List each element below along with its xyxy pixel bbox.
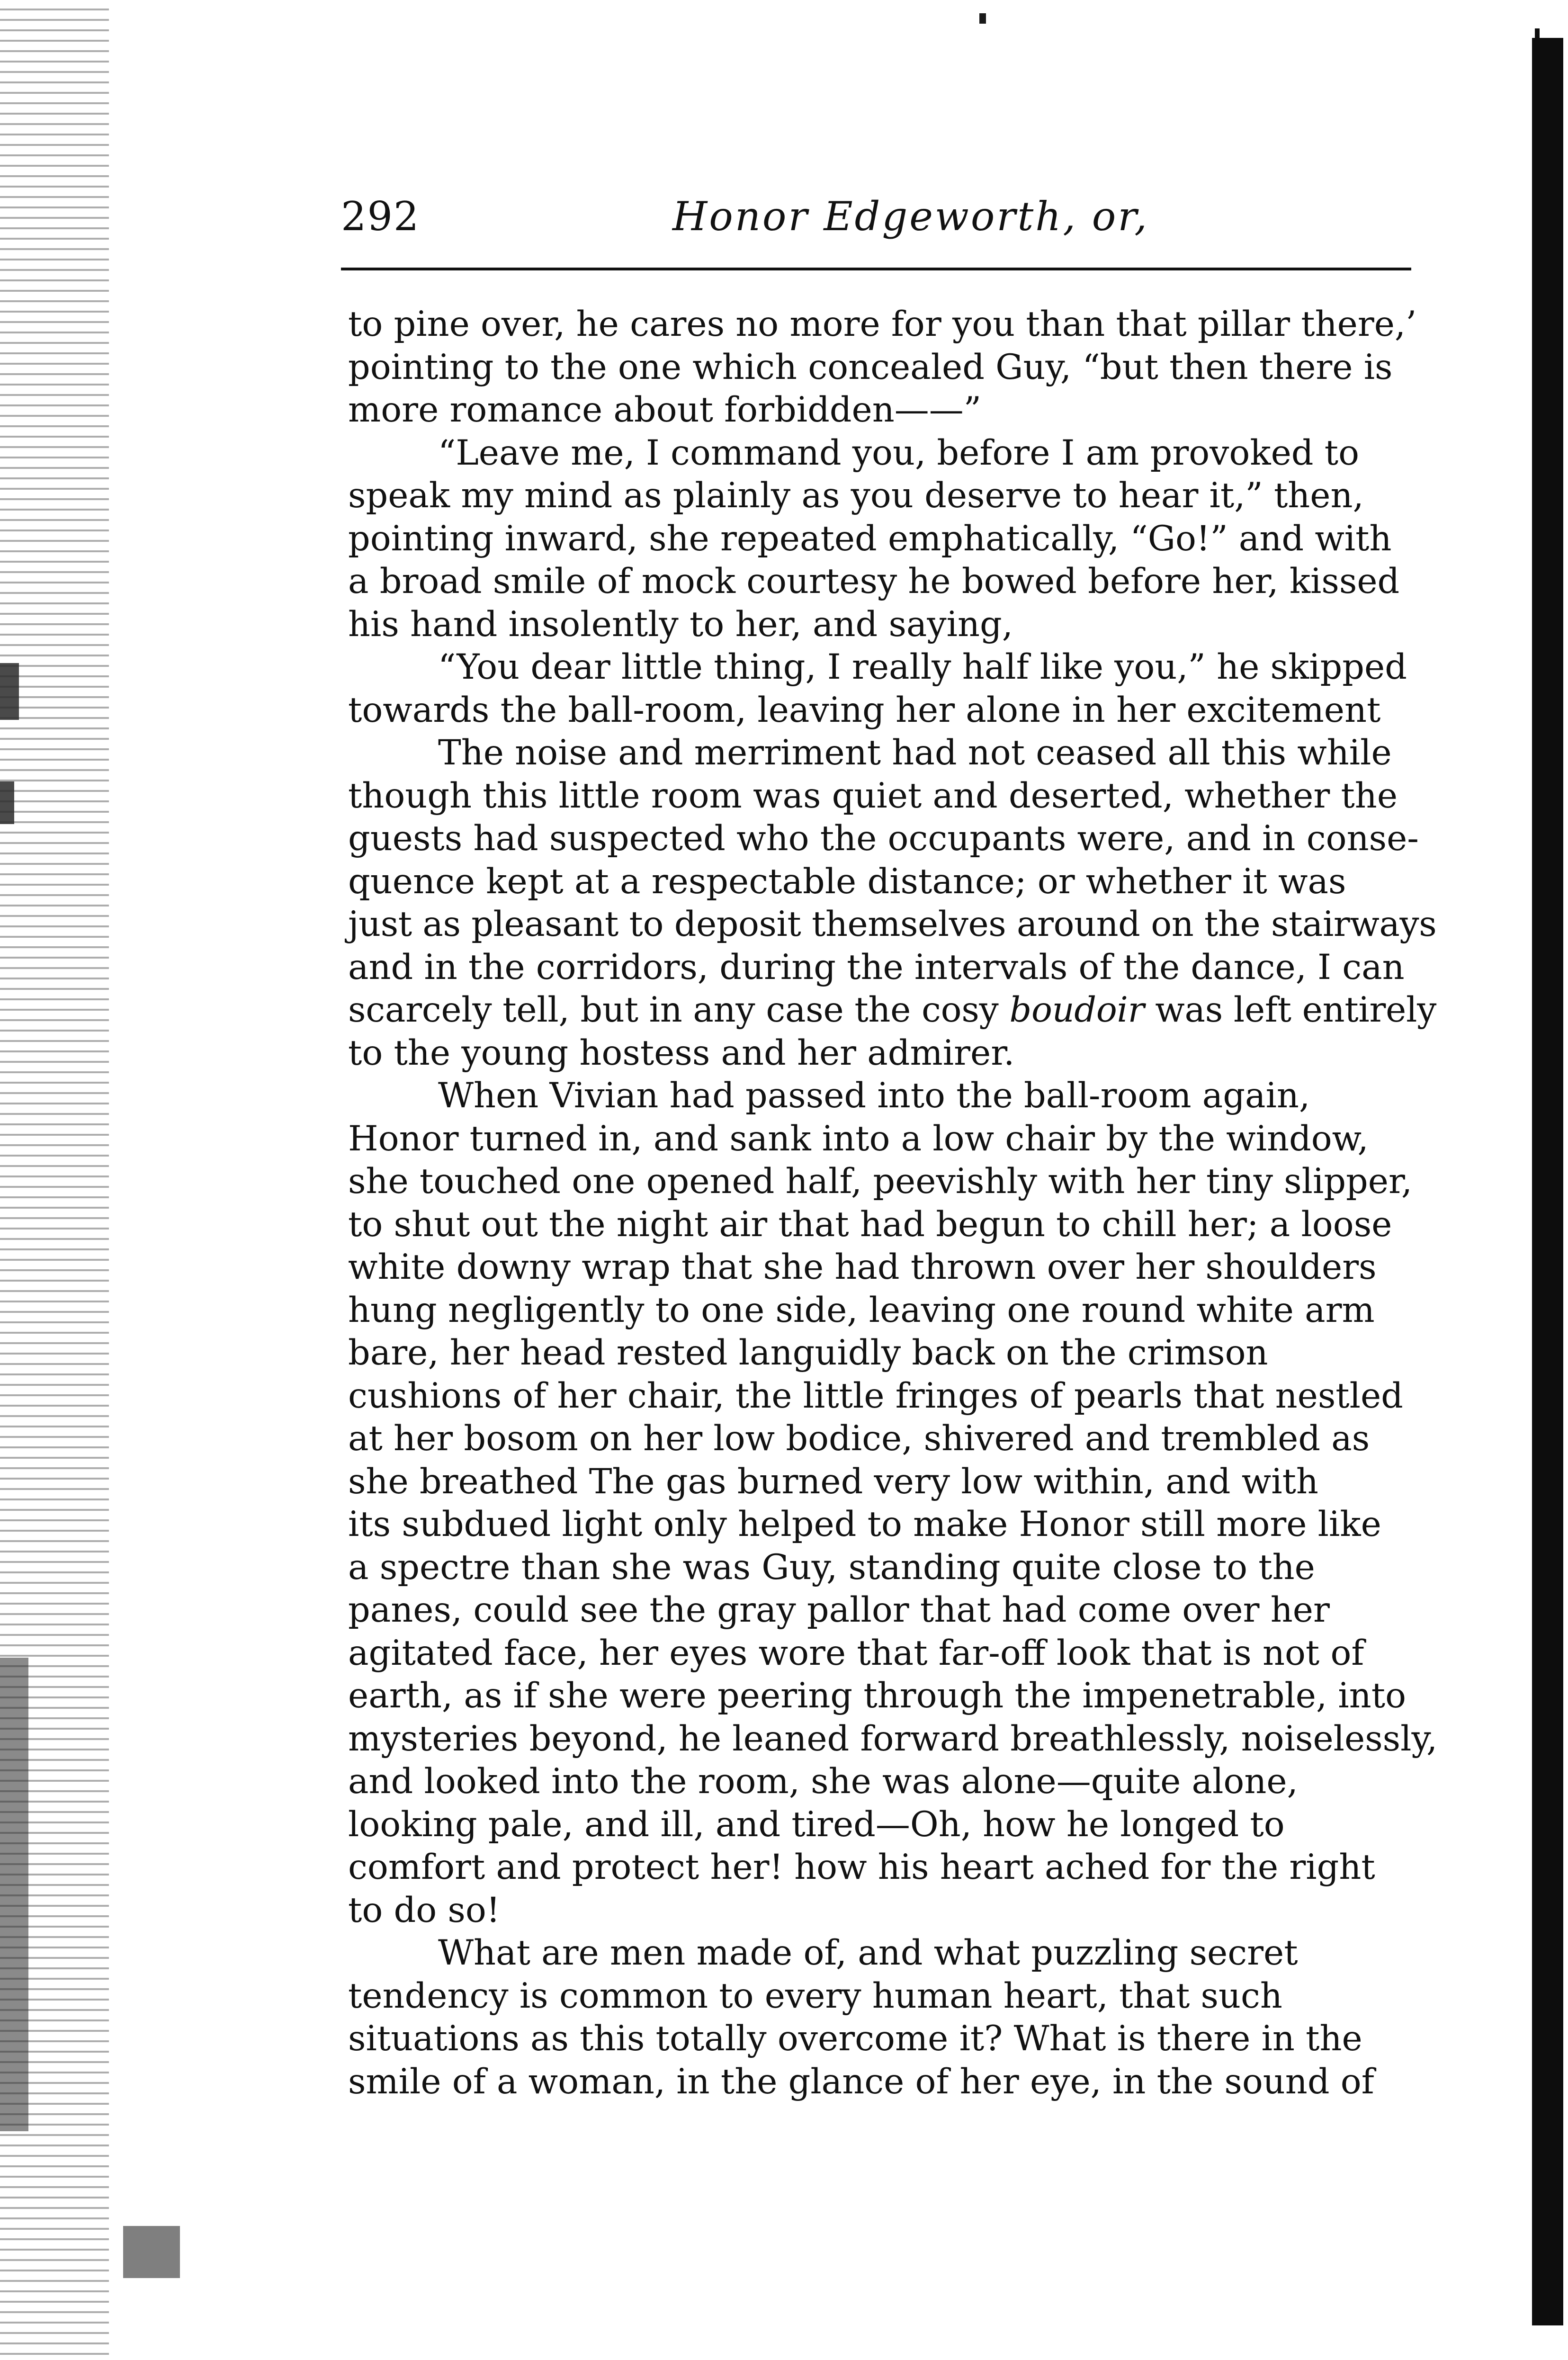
scan-dark-mark [0,663,19,720]
text-line: tendency is common to every human heart, that such [348,1975,1282,2016]
text-line: to the young hostess and her admirer. [348,1032,1015,1073]
text-line: his hand insolently to her, and saying, [348,604,1013,645]
text-line: pointing inward, she repeated emphatically, “Go!” and with [348,518,1392,559]
text-line: panes, could see the gray pallor that had come over her [348,1590,1330,1630]
text-line: earth, as if she were peering through the impenetrable, into [348,1676,1407,1716]
text-line: at her bosom on her low bodice, shivered and trembled as [348,1418,1370,1459]
text-line: and looked into the room, she was alone—quite alone, [348,1761,1298,1802]
text-line: “Leave me, I command you, before I am provoked to [438,432,1360,473]
text-line: to shut out the night air that had begun to chill her; a loose [348,1204,1392,1245]
text-line: to do so! [348,1890,501,1930]
text-line: towards the ball-room, leaving her alone in her excitement [348,690,1381,730]
text-line: its subdued light only helped to make Honor still more like [348,1504,1381,1544]
text-line: “You dear little thing, I really half like you,” he skipped [438,647,1407,687]
italic-word: boudoir [1009,990,1145,1030]
text-line: more romance about forbidden——” [348,390,982,430]
text-line: to pine over, he cares no more for you than that pillar there,’ [348,304,1417,344]
text-line: quence kept at a respectable distance; or whether it was [348,861,1346,902]
text-line: a broad smile of mock courtesy he bowed before her, kissed [348,561,1400,601]
scan-dark-mark [0,1658,28,2131]
text-line: mysteries beyond, he leaned forward breathlessly, noiselessly, [348,1718,1438,1759]
text-line: white downy wrap that she had thrown over her shoulders [348,1247,1377,1287]
text-line: speak my mind as plainly as you deserve to hear it,” then, [348,476,1364,516]
text-segment: scarcely tell, but in any case the cosy [348,990,1010,1030]
text-line: What are men made of, and what puzzling secret [438,1933,1298,1973]
page-header [341,189,1411,246]
page-number: 292 [341,193,420,240]
text-line: and in the corridors, during the intervals of the dance, I can [348,947,1405,987]
text-line: cushions of her chair, the little fringes of pearls that nestled [348,1375,1403,1416]
scan-dark-mark [123,2226,180,2278]
scan-right-edge-bar [1532,38,1563,2325]
body-text [348,303,1437,2103]
text-line: agitated face, her eyes wore that far-off look that is not of [348,1633,1364,1673]
header-rule [341,268,1411,270]
text-line: she touched one opened half, peevishly with her tiny slipper, [348,1161,1413,1202]
text-line: pointing to the one which concealed Guy, “but then there is [348,347,1393,387]
text-line: guests had suspected who the occupants were, and in conse- [348,818,1419,859]
text-line: hung negligently to one side, leaving one round white arm [348,1290,1375,1330]
text-segment: was left entirely [1144,990,1437,1030]
text-line: though this little room was quiet and deserted, whether the [348,775,1398,816]
text-line: looking pale, and ill, and tired—Oh, how he longed to [348,1804,1285,1845]
scan-speck [979,13,986,24]
text-line: smile of a woman, in the glance of her eye, in the sound of [348,2061,1374,2102]
text-line: The noise and merriment had not ceased all this while [438,733,1392,773]
scan-dark-mark [0,781,14,824]
text-line: comfort and protect her! how his heart ached for the right [348,1847,1375,1887]
text-line: Honor turned in, and sank into a low chair by the window, [348,1118,1369,1159]
text-line: just as pleasant to deposit themselves around on the stairways [348,904,1437,944]
text-line: situations as this totally overcome it? What is there in the [348,2019,1362,2059]
text-line [348,989,1437,1032]
text-line: bare, her head rested languidly back on the crimson [348,1333,1268,1373]
running-title: Honor Edgeworth, or, [672,193,1149,240]
text-line: she breathed The gas burned very low within, and with [348,1461,1318,1502]
text-line: a spectre than she was Guy, standing quite close to the [348,1547,1315,1588]
text-line: When Vivian had passed into the ball-room again, [438,1076,1310,1116]
